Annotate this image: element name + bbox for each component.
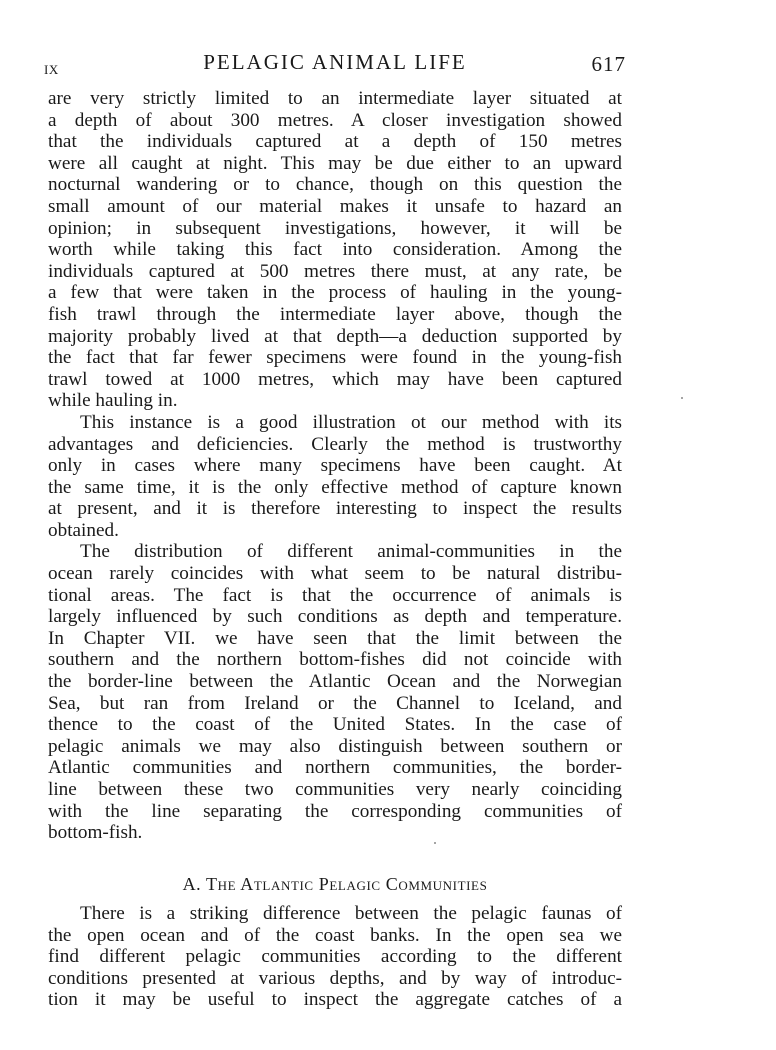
text-line: the open ocean and of the coast banks. In the open sea we [48,924,622,946]
text-line: opinion; in subsequent investigations, however, it will be [48,217,622,239]
paragraph [48,88,622,412]
text-line: trawl towed at 1000 metres, which may have been captured [48,368,622,390]
paragraph [48,412,622,542]
text-line: that the individuals captured at a depth of 150 metres [48,131,622,153]
text-line: advantages and deficiencies. Clearly the method is trustworthy [48,433,622,455]
text-line: a depth of about 300 metres. A closer investigation showed [48,109,622,131]
running-header [44,48,626,78]
text-line: only in cases where many specimens have been caught. At [48,455,622,477]
paper-speck [434,842,436,844]
section-heading: A. The Atlantic Pelagic Communities [182,874,488,894]
chapter-number: IX [44,62,59,77]
text-line: bottom-fish. [48,822,143,844]
text-line: majority probably lived at that depth—a deduction supported by [48,325,622,347]
text-line: the fact that far fewer specimens were found in the young-fish [48,347,622,369]
paper-speck [681,397,683,399]
text-line: individuals captured at 500 metres there must, at any rate, be [48,260,622,282]
text-line: ocean rarely coincides with what seem to be natural distribu- [48,563,622,585]
text-line: tion it may be useful to inspect the aggregate catches of a [48,989,622,1011]
text-line: a few that were taken in the process of hauling in the young- [48,282,622,304]
text-line: while hauling in. [48,390,178,412]
text-line: find different pelagic communities according to the different [48,946,622,968]
text-line: fish trawl through the intermediate layer above, though the [48,303,622,325]
text-line: tional areas. The fact is that the occurrence of animals is [48,584,622,606]
text-line: obtained. [48,519,119,541]
text-line: line between these two communities very nearly coinciding [48,779,622,800]
running-title: PELAGIC ANIMAL LIFE [203,50,467,74]
text-line: This instance is a good illustration ot our method with its [80,411,622,433]
text-line: southern and the northern bottom-fishes did not coincide with [48,649,622,671]
text-line: There is a striking difference between the pelagic faunas of [80,903,622,924]
paragraph [48,903,622,1011]
text-line: thence to the coast of the United States. In the case of [48,714,622,736]
page-number: 617 [591,52,626,76]
paragraph [48,541,622,843]
text-line: In Chapter VII. we have seen that the limit between the [48,627,622,649]
text-line: largely influenced by such conditions as depth and temperature. [48,606,622,628]
text-line: at present, and it is therefore interesting to inspect the results [48,498,622,520]
text-line: worth while taking this fact into consideration. Among the [48,239,622,261]
text-line: the same time, it is the only effective method of capture known [48,476,622,498]
section-text [48,903,622,1011]
text-line: the border-line between the Atlantic Ocean and the Norwegian [48,671,622,693]
text-line: were all caught at night. This may be due either to an upward [48,152,622,174]
text-line: are very strictly limited to an intermediate layer situated at [48,88,622,109]
text-line: nocturnal wandering or to chance, though on this question the [48,174,622,196]
text-line: Atlantic communities and northern communities, the border- [48,757,622,779]
text-line: pelagic animals we may also distinguish between southern or [48,735,622,757]
text-line: The distribution of different animal-communities in the [80,541,622,563]
text-line: small amount of our material makes it unsafe to hazard an [48,195,622,217]
text-line: conditions presented at various depths, and by way of introduc- [48,967,622,989]
text-line: Sea, but ran from Ireland or the Channel to Iceland, and [48,692,622,714]
main-text [48,88,622,844]
text-line: with the line separating the corresponding communities of [48,800,622,822]
